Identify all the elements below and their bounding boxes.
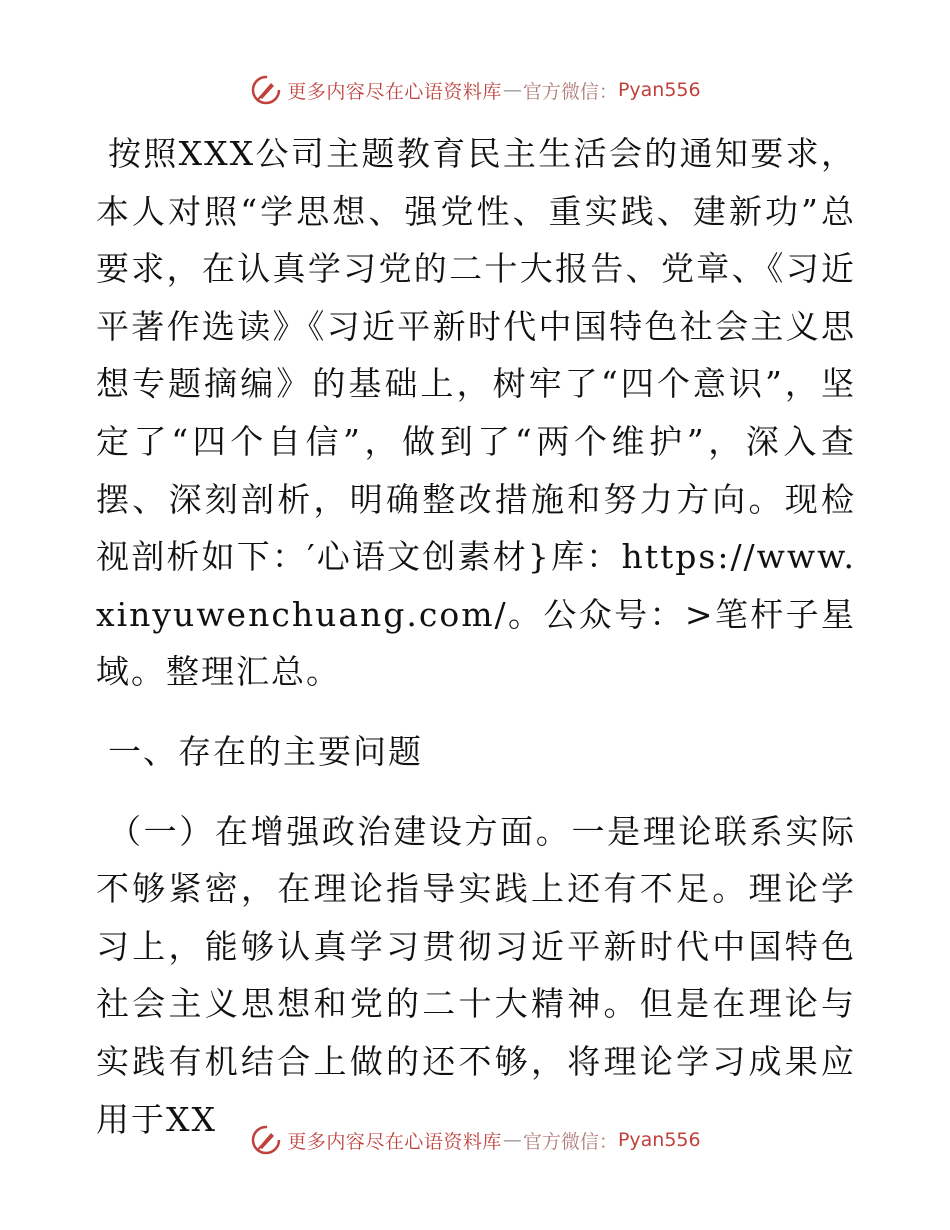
banner-wechat-id: Pyan556 [617, 79, 701, 101]
banner-dash: — [502, 79, 522, 101]
quill-swirl-icon [249, 1123, 283, 1157]
banner-wechat-label: 官方微信： [522, 80, 618, 103]
intro-paragraph: 按照XXX公司主题教育民主生活会的通知要求，本人对照“学思想、强党性、重实践、建新功”总要求，在认真学习党的二十大报告、党章、《习近平著作选读》《习近平新时代中国特色社会主义思想专题摘编》的基础上，树牢了“四个意识”，坚定了“四个自信”，做到了“两个维护”，深入查摆、深刻剖析，明确整改措施和努力方向。现检视剖析如下：′心语文创素材}库：https://www.xinyuwenchuang.com/。公众号：>笔杆子星域。整理汇总。 [96, 134, 856, 692]
body-paragraph: （一）在增强政治建设方面。一是理论联系实际不够紧密，在理论指导实践上还有不足。理论学习上，能够认真学习贯彻习近平新时代中国特色社会主义思想和党的二十大精神。但是在理论与实践有机结合上做的还不够，将理论学习成果应用于XX [96, 811, 856, 1139]
quill-swirl-icon [249, 73, 283, 107]
footer-banner [0, 1120, 950, 1160]
banner-wechat-id: Pyan556 [617, 1129, 701, 1151]
document-body [96, 125, 856, 1148]
banner-wechat-label: 官方微信： [522, 1130, 618, 1153]
banner-dash: — [502, 1129, 522, 1151]
banner-text: 更多内容尽在心语资料库 [287, 1130, 502, 1153]
banner-text: 更多内容尽在心语资料库 [287, 80, 502, 103]
header-banner [0, 70, 950, 110]
section-heading: 一、存在的主要问题 [108, 731, 423, 771]
